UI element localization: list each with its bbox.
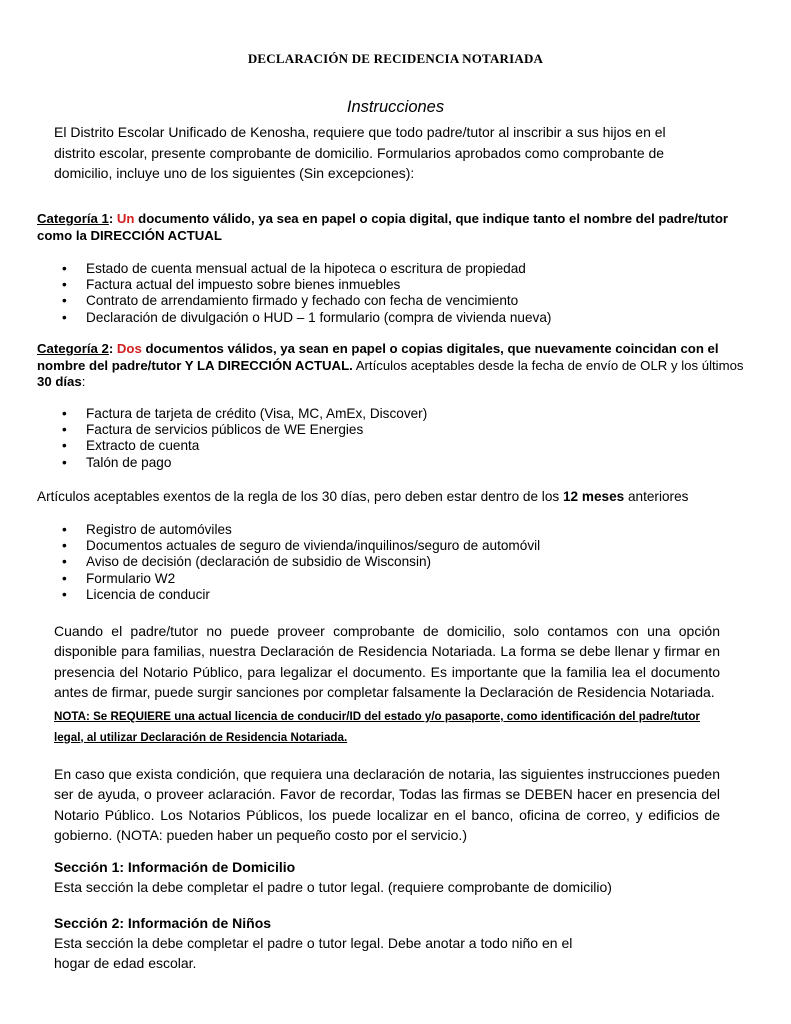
category2-days: 30 días: [37, 374, 82, 389]
category2-heading: [37, 341, 757, 391]
category2-date-note: Artículos aceptables desde la fecha de envío de OLR y los últimos: [352, 357, 744, 373]
list-item: • Factura de tarjeta de crédito (Visa, MC, AmEx, Discover): [62, 406, 762, 422]
list-item: • Registro de automóviles: [62, 522, 762, 538]
list-item: • Documentos actuales de seguro de vivienda/inquilinos/seguro de automóvil: [62, 538, 762, 554]
exempt-note-months: 12 meses: [562, 489, 625, 504]
category2-description: documentos válidos, ya sean en papel o copias digitales, que nuevamente coincidan con el nombre del padre/tutor Y LA DIRECCIÓN ACTUAL.: [37, 341, 719, 373]
list-item: • Formulario W2: [62, 571, 762, 587]
category2-highlight: Dos: [116, 341, 142, 356]
notarized-declaration-paragraph: Cuando el padre/tutor no puede proveer comprobante de domicilio, solo contamos con una opción disponible para familias, nuestra Declaración de Residencia Notariada. La forma se debe llenar y firmar en presencia del Notario Público, para legalizar el documento. Es importante que la familia lea el documento antes de firmar, puede surgir sanciones por completar falsamente la Declaración de Residencia Notariada.: [54, 623, 720, 700]
exempt-note-pre: Artículos aceptables exentos de la regla de los 30 días, pero deben estar dentro de los: [37, 489, 563, 504]
category1-heading: [37, 211, 757, 244]
category2-list: [62, 406, 762, 471]
category1-colon: :: [108, 211, 117, 226]
category2-days-tail: :: [81, 374, 86, 389]
list-item: • Declaración de divulgación o HUD – 1 formulario (compra de vivienda nueva): [62, 310, 762, 326]
section1-text: Esta sección la debe completar el padre o tutor legal. (requiere comprobante de domicilio): [54, 879, 612, 895]
category1-label: Categoría 1: [37, 211, 109, 226]
list-item: • Licencia de conducir: [62, 587, 762, 603]
section2-heading: Sección 2: Información de Niños: [54, 915, 272, 931]
list-item: • Contrato de arrendamiento firmado y fechado con fecha de vencimiento: [62, 293, 762, 309]
category2-colon: :: [108, 341, 117, 356]
category1-list: [62, 261, 762, 326]
list-item: • Factura de servicios públicos de WE Energies: [62, 422, 762, 438]
exempt-note: [37, 488, 757, 505]
list-item: • Estado de cuenta mensual actual de la hipoteca o escritura de propiedad: [62, 261, 762, 277]
exempt-note-post: anteriores: [624, 489, 689, 504]
intro-paragraph: El Distrito Escolar Unificado de Kenosha, requiere que todo padre/tutor al inscribir a sus hijos en el distrito escolar, presente comprobante de domicilio. Formularios aprobados como comprobante de domicilio, incluye uno de los siguientes (Sin excepciones):: [54, 124, 666, 181]
category2-label: Categoría 2: [37, 341, 109, 356]
exempt-list: [62, 522, 762, 603]
list-item: • Aviso de decisión (declaración de subsidio de Wisconsin): [62, 554, 762, 570]
category1-highlight: Un: [116, 211, 135, 226]
section1-heading: Sección 1: Información de Domicilio: [54, 859, 296, 875]
section2-text: Esta sección la debe completar el padre o tutor legal. Debe anotar a todo niño en el hogar de edad escolar.: [54, 935, 573, 972]
nota-requirement: NOTA: Se REQUIERE una actual licencia de conducir/ID del estado y/o pasaporte, como identificación del padre/tutor legal, al utilizar Declaración de Residencia Notariada.: [54, 710, 700, 744]
document-title: DECLARACIÓN DE RECIDENCIA NOTARIADA: [247, 51, 544, 66]
category1-description: documento válido, ya sea en papel o copia digital, que indique tanto el nombre del padre/tutor como la DIRECCIÓN ACTUAL: [37, 211, 729, 243]
list-item: • Factura actual del impuesto sobre bienes inmuebles: [62, 277, 762, 293]
list-item: • Extracto de cuenta: [62, 438, 762, 454]
list-item: • Talón de pago: [62, 455, 762, 471]
notary-instructions-paragraph: En caso que exista condición, que requiera una declaración de notaria, las siguientes instrucciones pueden ser de ayuda, o proveer aclaración. Favor de recordar, Todas las firmas se DEBEN hacer en presencia del Notario Público. Los Notarios Públicos, los puede localizar en el banco, oficina de correo, y edificios de gobierno. (NOTA: pueden haber un pequeño costo por el servicio.): [54, 766, 720, 843]
instructions-heading: Instrucciones: [346, 98, 445, 116]
